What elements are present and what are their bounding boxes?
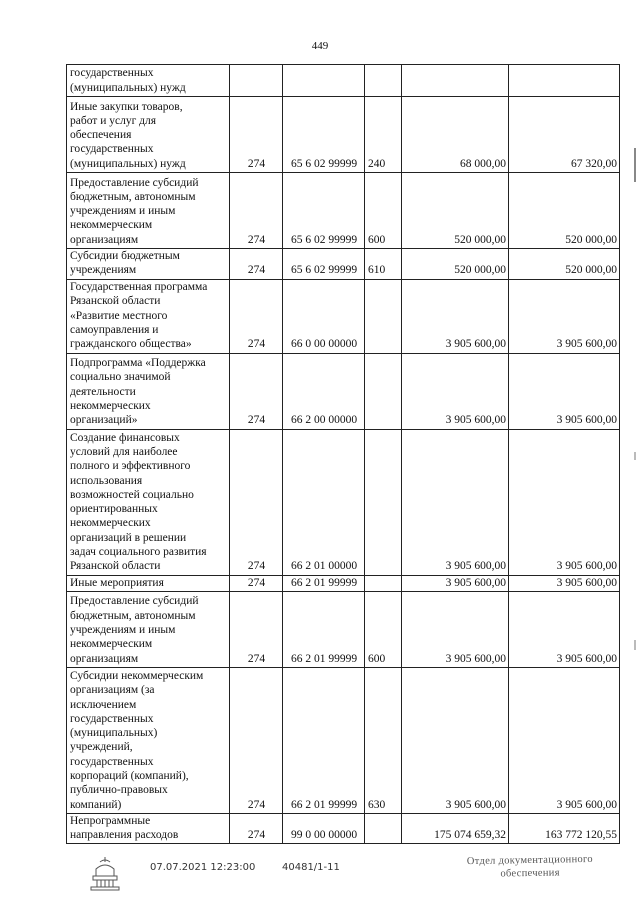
table-row: [67, 353, 620, 429]
row-name: Непрограммные направления расходов: [67, 813, 230, 844]
row-ved: 274: [230, 353, 283, 429]
row-amount-2022: 175 074 659,32: [402, 813, 509, 844]
table-row: [67, 173, 620, 249]
row-cs: 66 2 01 99999: [283, 591, 365, 667]
row-name: Предоставление субсидий бюджетным, автономным учреждениям и иным некоммерческим организациям: [67, 591, 230, 667]
row-amount-2022: 520 000,00: [402, 249, 509, 280]
row-amount-2023: [509, 65, 620, 97]
row-vr: [365, 65, 402, 97]
row-vr: 610: [365, 249, 402, 280]
row-cs: 66 2 01 00000: [283, 429, 365, 575]
row-ved: 274: [230, 173, 283, 249]
page-footer: [0, 848, 640, 905]
row-amount-2022: 520 000,00: [402, 173, 509, 249]
table-row: [67, 279, 620, 353]
row-cs: 99 0 00 00000: [283, 813, 365, 844]
row-vr: [365, 575, 402, 591]
row-name: Предоставление субсидий бюджетным, автономным учреждениям и иным некоммерческим организациям: [67, 173, 230, 249]
scan-edge-mark: [634, 640, 636, 650]
row-amount-2023: 3 905 600,00: [509, 353, 620, 429]
row-ved: 274: [230, 575, 283, 591]
table-row: [67, 249, 620, 280]
row-amount-2023: 3 905 600,00: [509, 429, 620, 575]
row-cs: [283, 65, 365, 97]
duma-emblem-icon: [88, 854, 122, 894]
row-amount-2023: 3 905 600,00: [509, 575, 620, 591]
row-cs: 66 0 00 00000: [283, 279, 365, 353]
scan-edge-mark: [634, 148, 636, 182]
table-row: [67, 591, 620, 667]
row-vr: [365, 429, 402, 575]
row-vr: 600: [365, 591, 402, 667]
row-vr: 630: [365, 667, 402, 813]
row-vr: [365, 813, 402, 844]
row-ved: 274: [230, 429, 283, 575]
row-ved: 274: [230, 97, 283, 173]
row-amount-2023: 520 000,00: [509, 173, 620, 249]
row-vr: 240: [365, 97, 402, 173]
row-amount-2023: 67 320,00: [509, 97, 620, 173]
budget-table: [66, 64, 620, 844]
row-cs: 66 2 01 99999: [283, 667, 365, 813]
row-vr: 600: [365, 173, 402, 249]
row-ved: 274: [230, 249, 283, 280]
row-vr: [365, 279, 402, 353]
row-ved: 274: [230, 591, 283, 667]
row-amount-2022: 3 905 600,00: [402, 667, 509, 813]
row-name: Создание финансовых условий для наиболее полного и эффективного использования возможностей социально ориентированных некоммерческих организаций в решении задач социального развития Рязанской области: [67, 429, 230, 575]
page-number: 449: [311, 40, 329, 52]
footer-doc-number: 40481/1-11: [282, 862, 340, 873]
row-name: Государственная программа Рязанской области «Развитие местного самоуправления и гражданского общества»: [67, 279, 230, 353]
row-vr: [365, 353, 402, 429]
footer-date: 07.07.2021 12:23:00: [150, 862, 256, 873]
row-amount-2023: 3 905 600,00: [509, 667, 620, 813]
row-name: Иные мероприятия: [67, 575, 230, 591]
row-ved: 274: [230, 279, 283, 353]
table-row: [67, 65, 620, 97]
row-cs: 65 6 02 99999: [283, 97, 365, 173]
row-name: государственных (муниципальных) нужд: [67, 65, 230, 97]
row-amount-2023: 163 772 120,55: [509, 813, 620, 844]
row-name: Субсидии бюджетным учреждениям: [67, 249, 230, 280]
row-amount-2022: 68 000,00: [402, 97, 509, 173]
row-amount-2022: 3 905 600,00: [402, 353, 509, 429]
table-row: [67, 429, 620, 575]
row-amount-2023: 520 000,00: [509, 249, 620, 280]
row-cs: 66 2 01 99999: [283, 575, 365, 591]
table-row: [67, 813, 620, 844]
row-cs: 66 2 00 00000: [283, 353, 365, 429]
row-amount-2023: 3 905 600,00: [509, 591, 620, 667]
row-name: Подпрограмма «Поддержка социально значимой деятельности некоммерческих организаций»: [67, 353, 230, 429]
table-row: [67, 667, 620, 813]
row-amount-2022: 3 905 600,00: [402, 429, 509, 575]
row-cs: 65 6 02 99999: [283, 173, 365, 249]
department-stamp: Отдел документационного обеспечения: [466, 853, 593, 880]
row-amount-2023: 3 905 600,00: [509, 279, 620, 353]
row-ved: 274: [230, 667, 283, 813]
row-ved: 274: [230, 813, 283, 844]
table-row: [67, 97, 620, 173]
row-cs: 65 6 02 99999: [283, 249, 365, 280]
row-ved: [230, 65, 283, 97]
row-amount-2022: 3 905 600,00: [402, 591, 509, 667]
table-row: [67, 575, 620, 591]
scan-edge-mark: [634, 452, 636, 460]
row-amount-2022: 3 905 600,00: [402, 575, 509, 591]
row-amount-2022: [402, 65, 509, 97]
row-amount-2022: 3 905 600,00: [402, 279, 509, 353]
row-name: Иные закупки товаров, работ и услуг для обеспечения государственных (муниципальных) нужд: [67, 97, 230, 173]
row-name: Субсидии некоммерческим организациям (за исключением государственных (муниципальных) учреждений, государственных корпораций (компаний), публично-правовых компаний): [67, 667, 230, 813]
